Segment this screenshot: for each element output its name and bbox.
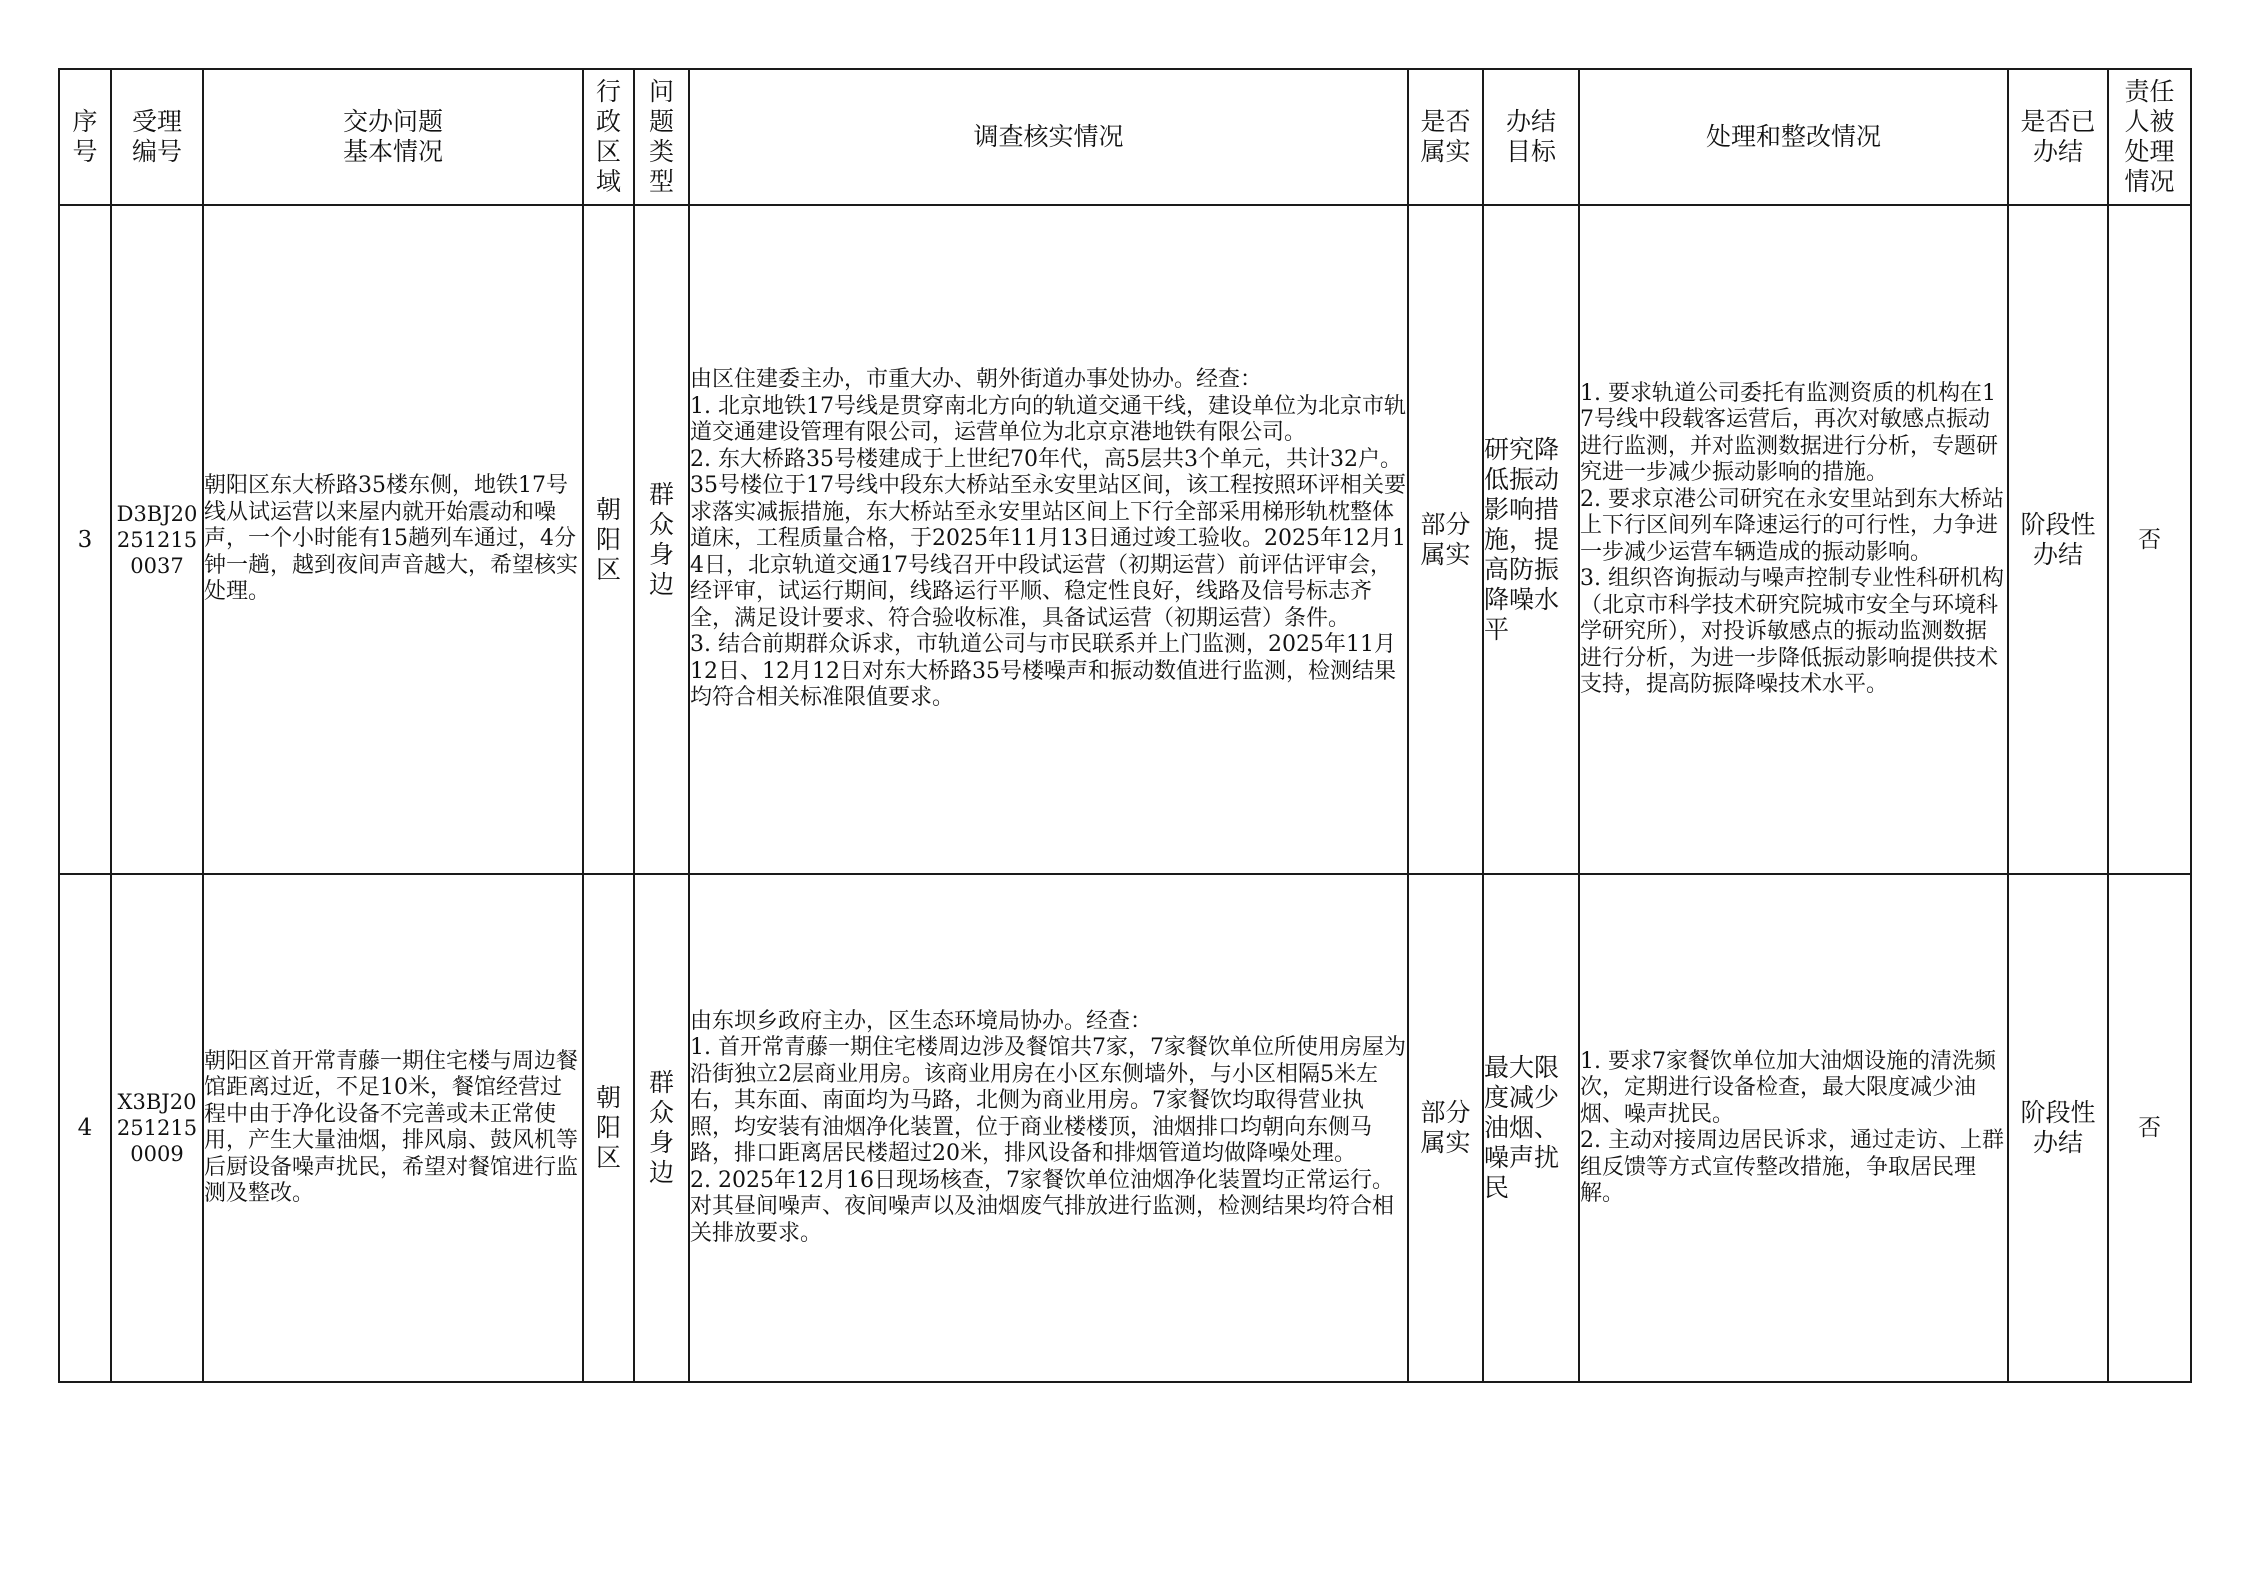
header-region: 行政区域 xyxy=(583,69,634,205)
cell-goal: 研究降低振动影响措施，提高防振降噪水平 xyxy=(1483,205,1579,874)
investigation-line: 2. 东大桥路35号楼建成于上世纪70年代，高5层共3个单元，共计32户。35号楼位于17号线中段东大桥站至永安里站区间，该工程按照环评相关要求落实减振措施，东大桥站至永安里站区间上下行全部采用梯形轨枕整体道床，工程质量合格，于2025年11月13日通过竣工验收。2025年12月14日，北京轨道交通17号线召开中段试运营（初期运营）前评估评审会，经评审，试运行期间，线路运行平顺、稳定性良好，线路及信号标志齐全，满足设计要求、符合验收标准，具备试运营（初期运营）条件。 xyxy=(690,446,1406,631)
cell-problem: 朝阳区首开常青藤一期住宅楼与周边餐馆距离过近，不足10米，餐馆经营过程中由于净化设备不完善或未正常使用，产生大量油烟，排风扇、鼓风机等后厨设备噪声扰民，希望对餐馆进行监测及整改。 xyxy=(203,874,583,1382)
investigation-line: 1. 首开常青藤一期住宅楼周边涉及餐馆共7家，7家餐饮单位所使用房屋为沿街独立2层商业用房。该商业用房在小区东侧墙外，与小区相隔5米左右，其东面、南面均为马路，北侧为商业用房。7家餐饮均取得营业执照，均安装有油烟净化装置，位于商业楼楼顶，油烟排口均朝向东侧马路，排口距离居民楼超过20米，排风设备和排烟管道均做降噪处理。 xyxy=(690,1035,1406,1167)
header-investigation: 调查核实情况 xyxy=(689,69,1408,205)
header-closed: 是否已办结 xyxy=(2008,69,2108,205)
handling-line: 3. 组织咨询振动与噪声控制专业性科研机构（北京市科学技术研究院城市安全与环境科学研究所），对投诉敏感点的振动监测数据进行分析，为进一步降低振动影响提供技术支持，提高防振降噪技术水平。 xyxy=(1580,566,2004,697)
header-accountability: 责任人被处理情况 xyxy=(2108,69,2191,205)
cell-seq: 4 xyxy=(59,874,111,1382)
handling-line: 2. 要求京港公司研究在永安里站到东大桥站上下行区间列车降速运行的可行性，力争进一步减少运营车辆造成的振动影响。 xyxy=(1580,486,2004,565)
cell-id: D3BJ202512150037 xyxy=(111,205,203,874)
cell-closed: 阶段性办结 xyxy=(2008,874,2108,1382)
header-type: 问题类型 xyxy=(634,69,689,205)
header-seq: 序号 xyxy=(59,69,111,205)
header-verified: 是否属实 xyxy=(1408,69,1483,205)
cell-accountability: 否 xyxy=(2108,874,2191,1382)
handling-line: 1. 要求7家餐饮单位加大油烟设施的清洗频次，定期进行设备检查，最大限度减少油烟、噪声扰民。 xyxy=(1580,1048,1996,1127)
investigation-line: 2. 2025年12月16日现场核查，7家餐饮单位油烟净化装置均正常运行。对其昼间噪声、夜间噪声以及油烟废气排放进行监测，检测结果均符合相关排放要求。 xyxy=(690,1167,1395,1246)
header-goal: 办结目标 xyxy=(1483,69,1579,205)
cell-region: 朝阳区 xyxy=(583,874,634,1382)
cell-handling xyxy=(1579,205,2008,874)
header-problem: 交办问题基本情况 xyxy=(203,69,583,205)
investigation-line: 3. 结合前期群众诉求，市轨道公司与市民联系并上门监测，2025年11月12日、12月12日对东大桥路35号楼噪声和振动数值进行监测，检测结果均符合相关标准限值要求。 xyxy=(690,632,1396,711)
table-row xyxy=(59,205,2191,874)
cell-region: 朝阳区 xyxy=(583,205,634,874)
header-id: 受理编号 xyxy=(111,69,203,205)
cell-type: 群众身边 xyxy=(634,205,689,874)
investigation-line: 1. 北京地铁17号线是贯穿南北方向的轨道交通干线，建设单位为北京市轨道交通建设管理有限公司，运营单位为北京京港地铁有限公司。 xyxy=(690,393,1406,446)
cell-type: 群众身边 xyxy=(634,874,689,1382)
table-header-row xyxy=(59,69,2191,205)
cell-investigation xyxy=(689,874,1408,1382)
investigation-line: 由东坝乡政府主办，区生态环境局协办。经查： xyxy=(690,1008,1153,1034)
handling-line: 1. 要求轨道公司委托有监测资质的机构在17号线中段载客运营后，再次对敏感点振动进行监测，并对监测数据进行分析，专题研究进一步减少振动影响的措施。 xyxy=(1580,380,1999,485)
cell-closed: 阶段性办结 xyxy=(2008,205,2108,874)
header-handling: 处理和整改情况 xyxy=(1579,69,2008,205)
cell-investigation xyxy=(689,205,1408,874)
cell-verified: 部分属实 xyxy=(1408,205,1483,874)
cell-verified: 部分属实 xyxy=(1408,874,1483,1382)
cell-id: X3BJ202512150009 xyxy=(111,874,203,1382)
investigation-line: 由区住建委主办，市重大办、朝外街道办事处协办。经查： xyxy=(690,367,1263,393)
complaint-table xyxy=(58,68,2192,1383)
cell-handling xyxy=(1579,874,2008,1382)
cell-accountability: 否 xyxy=(2108,205,2191,874)
cell-goal: 最大限度减少油烟、噪声扰民 xyxy=(1483,874,1579,1382)
handling-line: 2. 主动对接周边居民诉求，通过走访、上群组反馈等方式宣传整改措施，争取居民理解。 xyxy=(1580,1128,2004,1206)
table-row xyxy=(59,874,2191,1382)
cell-seq: 3 xyxy=(59,205,111,874)
cell-problem: 朝阳区东大桥路35楼东侧，地铁17号线从试运营以来屋内就开始震动和噪声，一个小时能有15趟列车通过，4分钟一趟，越到夜间声音越大，希望核实处理。 xyxy=(203,205,583,874)
